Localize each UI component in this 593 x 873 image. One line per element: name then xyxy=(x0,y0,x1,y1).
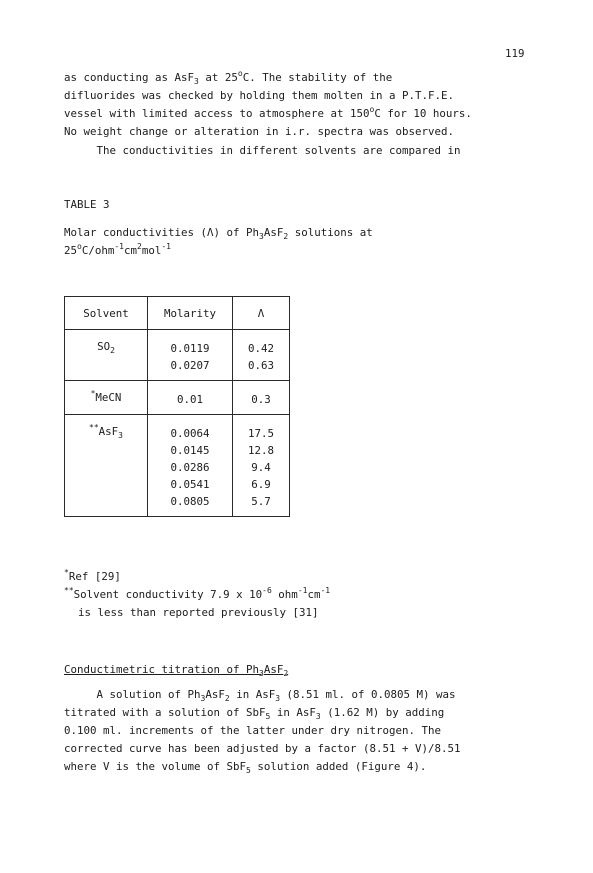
footnote: *Ref [29] xyxy=(64,568,121,583)
column-header: Λ xyxy=(233,297,290,330)
footnote: is less than reported previously [31] xyxy=(78,606,319,619)
table-label: TABLE 3 xyxy=(64,198,110,211)
table-cell-lambda: 17.5 12.8 9.4 6.9 5.7 xyxy=(233,415,290,517)
paragraph-line: corrected curve has been adjusted by a factor (8.51 + V)/8.51 xyxy=(64,742,461,755)
paragraph-line: 0.100 ml. increments of the latter under dry nitrogen. The xyxy=(64,724,442,737)
table-cell-lambda: 0.3 xyxy=(233,381,290,415)
paragraph-line: where V is the volume of SbF$_5$ solution added (Figure 4). xyxy=(64,760,427,775)
table-cell-solvent: *MeCN xyxy=(65,381,148,415)
table-cell-solvent: $SO_2$ xyxy=(65,330,148,381)
paragraph-line: The conductivities in different solvents are compared in xyxy=(64,144,461,157)
conductivity-table xyxy=(64,296,290,517)
paragraph-line: vessel with limited access to atmosphere at 150$^o$C for 10 hours. xyxy=(64,105,472,120)
table-cell-solvent: **AsF$_3$ xyxy=(65,415,148,517)
page-number: 119 xyxy=(505,47,525,60)
table-row xyxy=(65,330,290,381)
paragraph-line: No weight change or alteration in i.r. spectra was observed. xyxy=(64,125,455,138)
paragraph-line: difluorides was checked by holding them molten in a P.T.F.E. xyxy=(64,89,455,102)
column-header: Solvent xyxy=(65,297,148,330)
paragraph-line: A solution of $Ph_3AsF_2$ in AsF$_3$ (8.51 ml. of 0.0805 M) was xyxy=(64,688,456,703)
footnote: **Solvent conductivity 7.9 x $10^{-6}$ $ohm^{-1}cm^{-1}$ xyxy=(64,586,331,601)
table-cell-molarity: 0.01 xyxy=(148,381,233,415)
table-caption: $25^oC/ohm^{-1}cm^2mol^{-1}$ xyxy=(64,242,171,257)
table-cell-molarity: 0.0119 0.0207 xyxy=(148,330,233,381)
table-row xyxy=(65,415,290,517)
section-heading: Conductimetric titration of $Ph_3AsF_2$ xyxy=(64,663,289,678)
table-cell-lambda: 0.42 0.63 xyxy=(233,330,290,381)
paragraph-line: as conducting as AsF$_3$ at 25$^o$C. The stability of the xyxy=(64,69,393,86)
table-cell-molarity: 0.0064 0.0145 0.0286 0.0541 0.0805 xyxy=(148,415,233,517)
table-caption: Molar conductivities (Λ) of $Ph_3AsF_2$ solutions at xyxy=(64,226,373,241)
column-header: Molarity xyxy=(148,297,233,330)
table-row xyxy=(65,381,290,415)
table-header-row xyxy=(65,297,290,330)
paragraph-line: titrated with a solution of SbF$_5$ in AsF$_3$ (1.62 M) by adding xyxy=(64,706,445,721)
